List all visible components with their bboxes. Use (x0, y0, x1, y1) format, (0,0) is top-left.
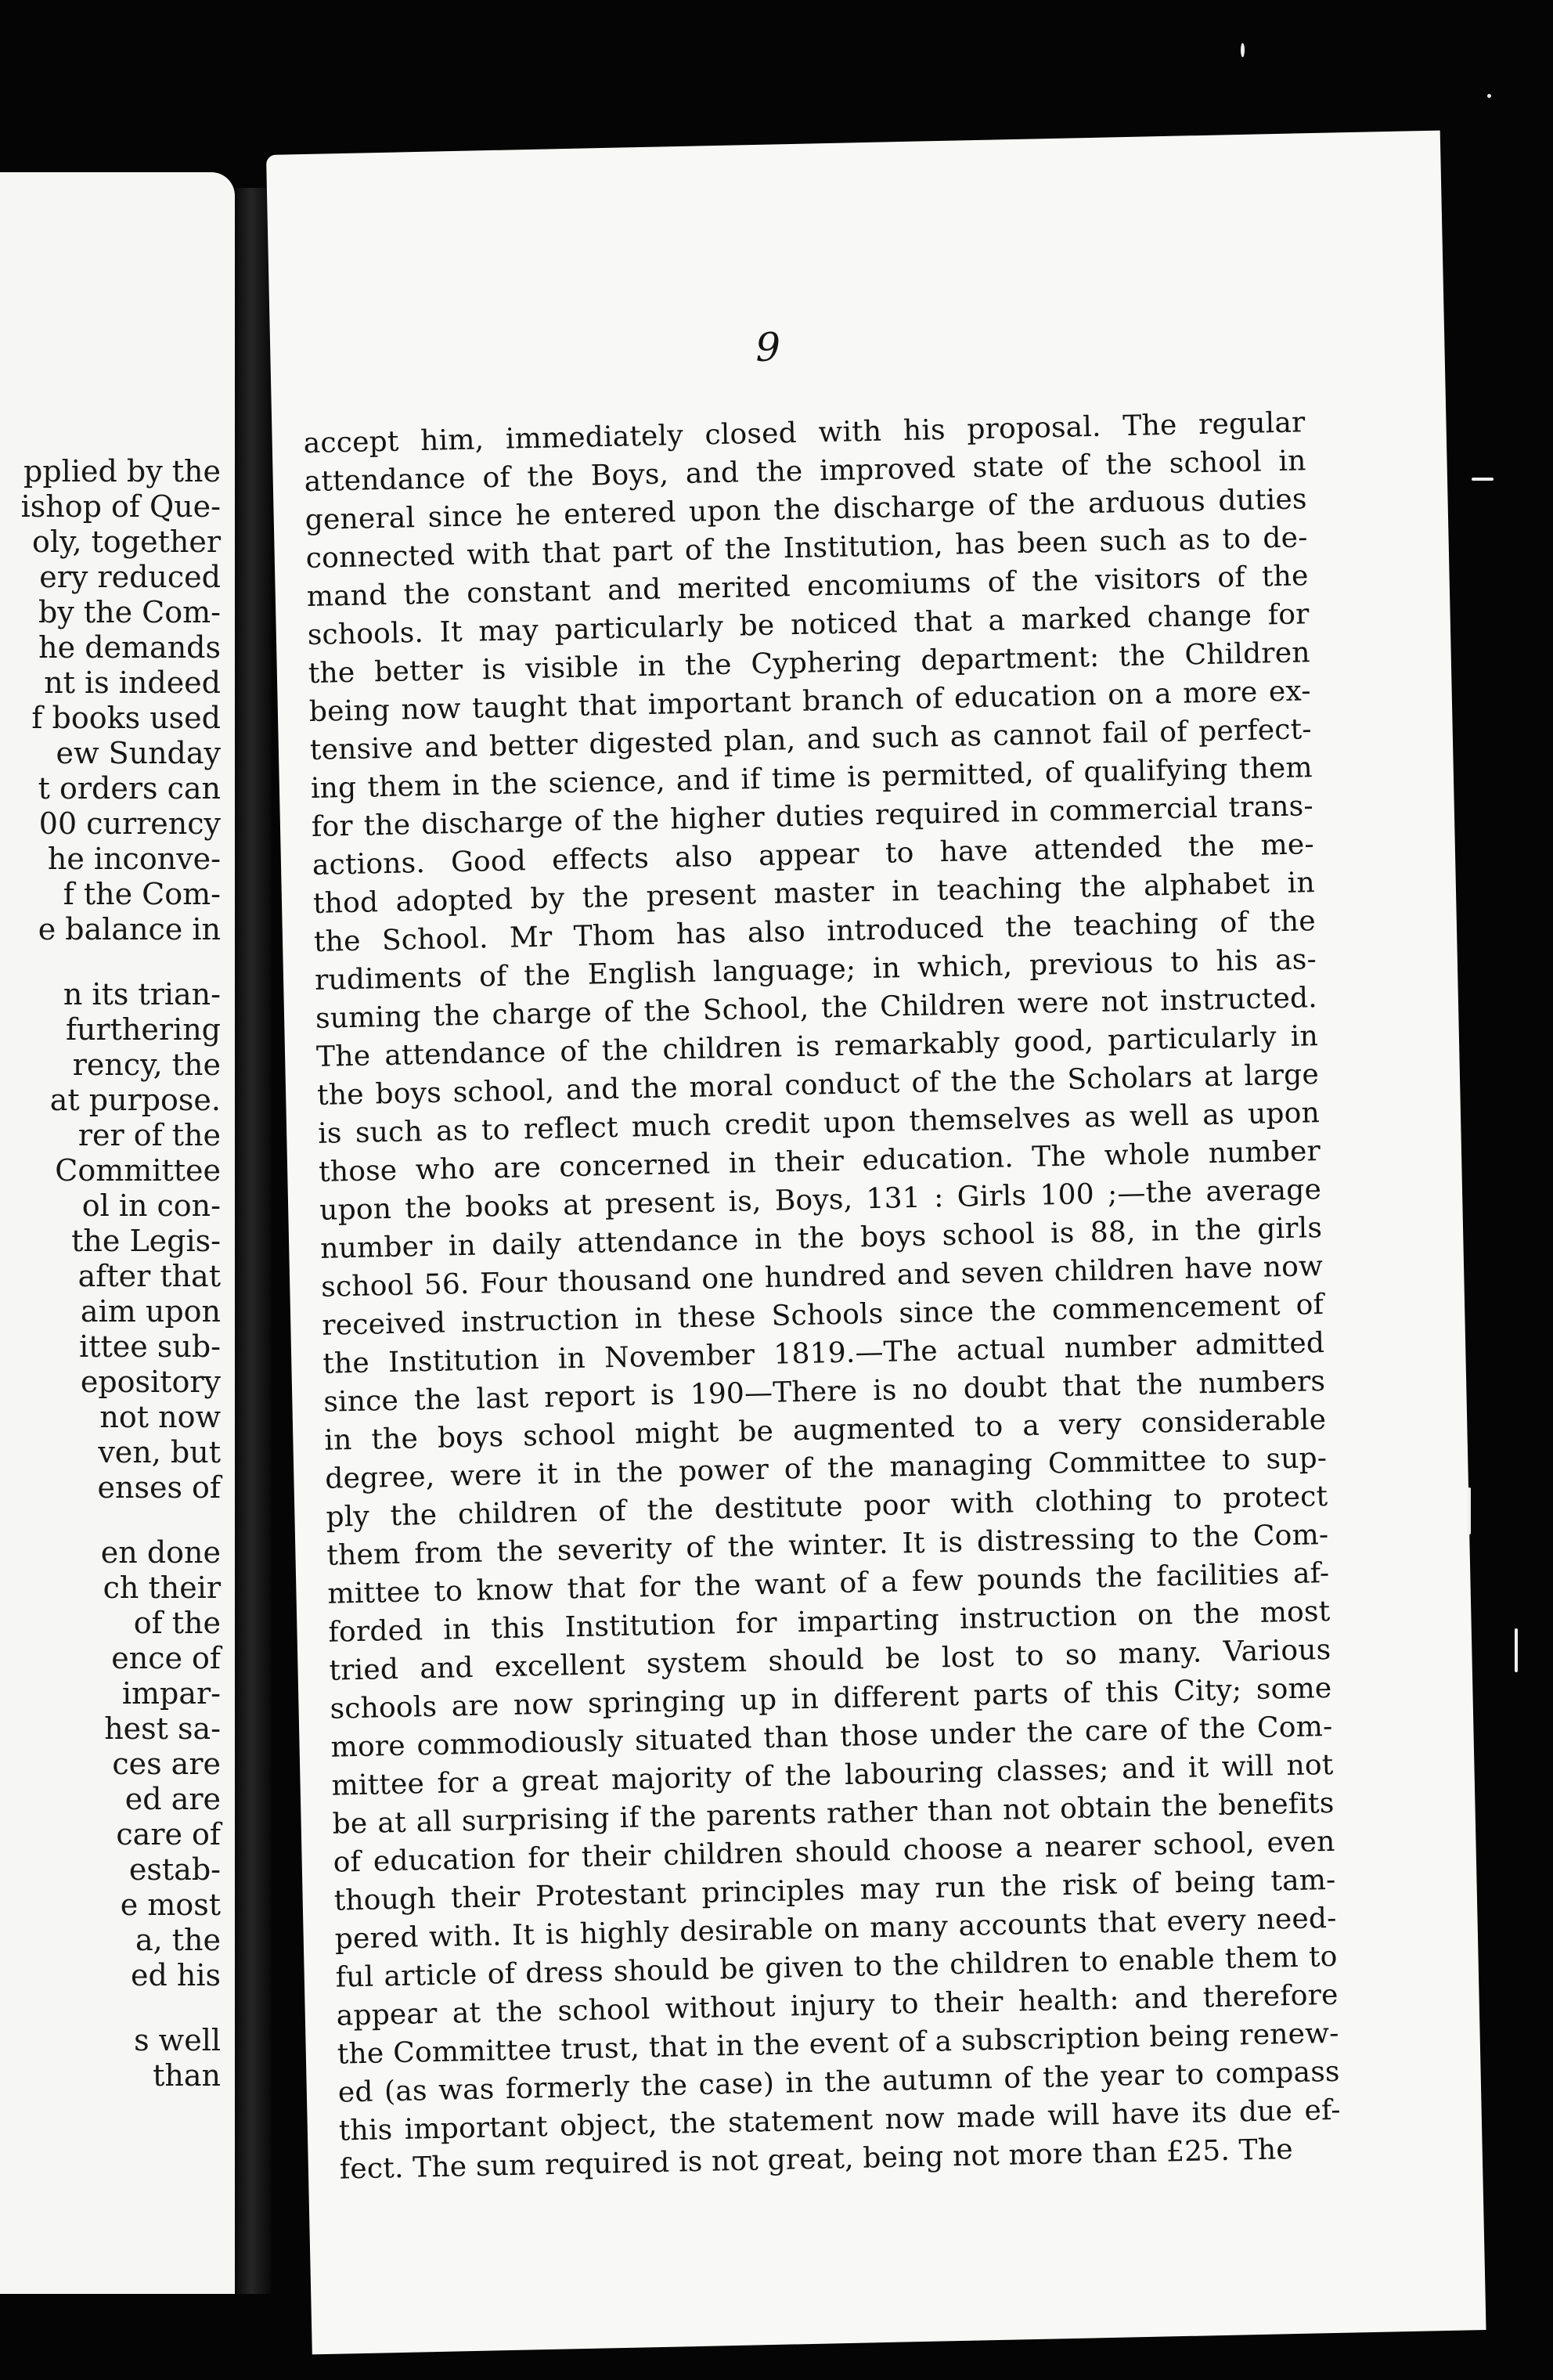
text-line: pered with. It is highly desirable on many accounts that every need- (334, 1902, 1337, 1956)
left-page-text (0, 454, 235, 2093)
left-text-line: ishop of Que- (20, 489, 221, 524)
text-line: received instruction in these Schools since the commencement of (321, 1289, 1324, 1342)
left-text-line: ery reduced (39, 560, 221, 594)
text-line: mittee for a great majority of the labouring classes; and it will not (331, 1748, 1334, 1802)
right-page (266, 131, 1486, 2355)
left-text-line: ch their (103, 1570, 221, 1605)
text-line: the School. Mr Thom has also introduced the teaching of the (313, 905, 1317, 958)
text-line: of education for their children should choose a nearer school, even (333, 1825, 1335, 1879)
text-line: mittee to know that for the want of a few pounds the facilities af- (327, 1556, 1330, 1610)
left-text-line: ces are (112, 1747, 221, 1781)
page-number: 9 (755, 324, 781, 370)
text-line: tried and excellent system should be lost to so many. Various (329, 1633, 1331, 1687)
left-text-line: not now (99, 1400, 221, 1434)
text-line: attendance of the Boys, and the improved state of the school in (304, 445, 1306, 499)
dust-speck (1472, 478, 1494, 481)
left-text-line: at purpose. (49, 1083, 221, 1117)
text-line: in the boys school might be augmented to a very considerable (323, 1404, 1327, 1457)
text-line: be at all surprising if the parents rather than not obtain the benefits (332, 1787, 1335, 1841)
left-text-line: ven, but (98, 1435, 221, 1469)
left-text-line: pplied by the (23, 454, 221, 489)
left-text-line: e balance in (38, 912, 221, 947)
left-text-line: ed his (130, 1958, 221, 1992)
paragraph-gap (0, 947, 235, 977)
text-line: fect. The sum required is not great, being not more than £25. The (339, 2133, 1294, 2186)
paragraph-gap (0, 1506, 235, 1535)
body-text (303, 403, 1342, 2188)
left-text-line: ittee sub- (79, 1329, 221, 1364)
dust-speck (1487, 94, 1491, 98)
left-text-line: rer of the (77, 1118, 221, 1152)
left-text-line: en done (100, 1535, 221, 1570)
left-text-line: rency, the (72, 1048, 221, 1082)
dust-speck (1468, 1488, 1471, 1534)
text-line: the better is visible in the Cyphering department: the Children (308, 636, 1311, 691)
text-line: more commodiously situated than those under the care of the Com- (330, 1710, 1333, 1764)
text-line: those who are concerned in their education. The whole number (318, 1135, 1321, 1188)
left-text-line: enses of (97, 1470, 221, 1505)
left-text-line: hest sa- (104, 1711, 221, 1746)
left-text-line: furthering (65, 1012, 221, 1047)
left-text-line: the Legis- (71, 1224, 221, 1258)
text-line: school 56. Four thousand one hundred and seven children have now (320, 1250, 1324, 1304)
left-text-line: by the Com- (38, 595, 221, 629)
left-text-line: he inconve- (47, 842, 221, 876)
left-text-line: ed are (124, 1782, 221, 1816)
left-text-line: of the (133, 1606, 221, 1640)
text-line: degree, were it in the power of the managing Committee to sup- (325, 1441, 1328, 1495)
book-gutter (235, 188, 271, 2294)
text-line: schools are now springing up in different parts of this City; some (330, 1671, 1332, 1726)
left-page (0, 172, 235, 2294)
text-line: mand the constant and merited encomiums of the visitors of the (306, 560, 1309, 614)
text-line: though their Protestant principles may run the risk of being tam- (333, 1863, 1336, 1917)
left-text-line: oly, together (32, 525, 221, 559)
text-line: ed (as was formerly the case) in the autumn of the year to compass (337, 2055, 1341, 2109)
left-text-line: than (153, 2058, 221, 2093)
text-line: upon the books at present is, Boys, 131 : Girls 100 ;—the average (319, 1174, 1322, 1227)
text-line: forded in this Institution for imparting instruction on the most (328, 1595, 1331, 1649)
left-text-line: f the Com- (63, 877, 221, 911)
text-line: suming the charge of the School, the Children were not instructed. (315, 982, 1318, 1035)
text-line: rudiments of the English language; in which, previous to his as- (314, 943, 1317, 997)
text-line: actions. Good effects also appear to have attended the me- (312, 828, 1315, 882)
text-line: general since he entered upon the discharge of the arduous duties (304, 483, 1307, 537)
left-text-line: epository (80, 1365, 221, 1399)
left-text-line: ol in con- (81, 1188, 221, 1223)
text-line: since the last report is 190—There is no doubt that the numbers (322, 1365, 1326, 1419)
text-line: accept him, immediately closed with his proposal. The regular (303, 406, 1306, 460)
text-line: the Institution in November 1819.—The actual number admitted (322, 1327, 1325, 1380)
text-line: schools. It may particularly be noticed that a marked change for (307, 598, 1310, 652)
left-text-line: ew Sunday (56, 736, 221, 770)
text-line: this important object, the statement now made will have its due ef- (338, 2093, 1342, 2147)
text-line: appear at the school without injury to their health: and therefore (336, 1978, 1339, 2032)
left-text-line: nt is indeed (44, 665, 221, 700)
left-text-line: he demands (38, 630, 221, 665)
text-line: the boys school, and the moral conduct of the the Scholars at large (316, 1058, 1320, 1112)
text-line: ing them in the science, and if time is permitted, of qualifying them (310, 752, 1313, 805)
left-text-line: Committee (55, 1153, 221, 1188)
text-line: connected with that part of the Institution, has been such as to de- (305, 521, 1308, 575)
text-line: them from the severity of the winter. It is distressing to the Com- (326, 1518, 1329, 1572)
text-line: thod adopted by the present master in teaching the alphabet in (312, 867, 1316, 920)
dust-speck (1241, 43, 1245, 57)
left-text-line: e most (120, 1888, 221, 1922)
left-text-line: care of (116, 1817, 221, 1852)
text-line: number in daily attendance in the boys school is 88, in the girls (319, 1212, 1323, 1265)
text-line: the Committee trust, that in the event of a subscription being renew- (337, 2017, 1339, 2071)
left-text-line: aim upon (80, 1294, 221, 1329)
left-text-line: ence of (111, 1641, 221, 1675)
left-text-line: f books used (31, 701, 221, 735)
text-line: tensive and better digested plan, and such as cannot fail of perfect- (309, 713, 1313, 766)
text-line: ply the children of the destitute poor with clothing to protect (326, 1480, 1328, 1534)
left-text-line: 00 currency (38, 806, 221, 841)
left-text-line: impar- (121, 1676, 221, 1711)
text-line: being now taught that important branch of education on a more ex- (308, 675, 1312, 729)
text-line: is such as to reflect much credit upon themselves as well as upon (317, 1097, 1321, 1150)
dust-speck (1515, 1628, 1518, 1672)
left-text-line: n its trian- (63, 977, 221, 1012)
left-text-line: estab- (128, 1852, 221, 1887)
text-line: ful article of dress should be given to the children to enable them to (335, 1940, 1338, 1994)
text-line: The attendance of the children is remarkably good, particularly in (315, 1020, 1319, 1073)
left-text-line: a, the (135, 1923, 221, 1957)
text-line: for the discharge of the higher duties required in commercial trans- (311, 790, 1314, 843)
left-text-line: s well (134, 2023, 221, 2057)
paragraph-gap (0, 1993, 235, 2023)
left-text-line: t orders can (38, 771, 221, 806)
left-text-line: after that (77, 1259, 221, 1293)
